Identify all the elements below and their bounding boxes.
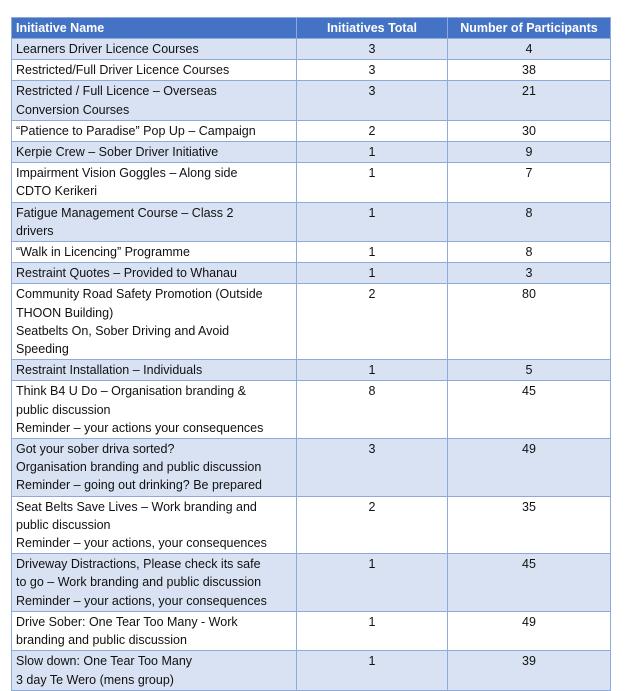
initiative-name-line: branding and public discussion — [16, 633, 187, 648]
participants-cell: 39 — [448, 651, 611, 690]
initiatives-total-cell: 3 — [297, 439, 448, 497]
initiative-name-cell — [12, 120, 297, 141]
participants-cell: 21 — [448, 81, 611, 120]
initiative-name-line: “Patience to Paradise” Pop Up – Campaign — [16, 123, 256, 138]
initiative-name-line: Impairment Vision Goggles – Along side — [16, 166, 238, 181]
table-row — [12, 263, 611, 284]
table-row — [12, 360, 611, 381]
participants-cell: 4 — [448, 39, 611, 60]
participants-cell: 9 — [448, 142, 611, 163]
initiative-name-cell — [12, 60, 297, 81]
participants-cell: 5 — [448, 360, 611, 381]
table-row — [12, 142, 611, 163]
initiatives-total-cell: 1 — [297, 242, 448, 263]
initiative-name-line: Think B4 U Do – Organisation branding & — [16, 384, 246, 399]
initiatives-total-cell: 2 — [297, 120, 448, 141]
initiative-name-cell — [12, 163, 297, 202]
participants-cell: 30 — [448, 120, 611, 141]
initiative-name-line: Restricted/Full Driver Licence Courses — [16, 63, 230, 78]
participants-cell: 45 — [448, 381, 611, 439]
initiative-name-line: Seat Belts Save Lives – Work branding and — [16, 499, 257, 514]
initiatives-total-cell: 1 — [297, 142, 448, 163]
initiative-name-cell — [12, 81, 297, 120]
initiatives-total-cell: 3 — [297, 39, 448, 60]
initiative-name-line: public discussion — [16, 402, 111, 417]
initiatives-total-cell: 8 — [297, 381, 448, 439]
table-row — [12, 651, 611, 690]
table-row — [12, 60, 611, 81]
header-initiative-name: Initiative Name — [12, 18, 297, 39]
header-initiatives-total: Initiatives Total — [297, 18, 448, 39]
initiative-name-line: 3 day Te Wero (mens group) — [16, 672, 174, 687]
initiative-name-line: “Walk in Licencing” Programme — [16, 245, 190, 260]
initiatives-table — [11, 17, 611, 691]
initiatives-total-cell: 1 — [297, 263, 448, 284]
initiatives-total-cell: 2 — [297, 496, 448, 554]
initiative-name-line: Seatbelts On, Sober Driving and Avoid — [16, 323, 230, 338]
table-row — [12, 39, 611, 60]
participants-cell: 80 — [448, 284, 611, 360]
participants-cell: 35 — [448, 496, 611, 554]
initiative-name-cell — [12, 611, 297, 650]
initiative-name-cell — [12, 360, 297, 381]
initiative-name-cell — [12, 242, 297, 263]
table-row — [12, 381, 611, 439]
initiatives-total-cell: 1 — [297, 651, 448, 690]
table-row — [12, 81, 611, 120]
initiative-name-cell — [12, 496, 297, 554]
participants-cell: 49 — [448, 439, 611, 497]
participants-cell: 8 — [448, 242, 611, 263]
initiative-name-cell — [12, 554, 297, 612]
initiative-name-line: Drive Sober: One Tear Too Many - Work — [16, 614, 238, 629]
initiative-name-line: Driveway Distractions, Please check its safe — [16, 557, 261, 572]
initiative-name-line: Restraint Installation – Individuals — [16, 363, 203, 378]
initiative-name-line: Reminder – your actions, your consequences — [16, 536, 267, 551]
table-row — [12, 611, 611, 650]
initiative-name-cell — [12, 284, 297, 360]
initiatives-total-cell: 1 — [297, 163, 448, 202]
table-row — [12, 242, 611, 263]
participants-cell: 8 — [448, 202, 611, 241]
initiative-name-cell — [12, 202, 297, 241]
initiative-name-line: Speeding — [16, 342, 69, 357]
initiative-name-cell — [12, 439, 297, 497]
table-row — [12, 284, 611, 360]
table-row — [12, 120, 611, 141]
table-row — [12, 439, 611, 497]
initiative-name-line: Slow down: One Tear Too Many — [16, 654, 193, 669]
participants-cell: 3 — [448, 263, 611, 284]
table-body — [12, 39, 611, 691]
initiative-name-line: Got your sober driva sorted? — [16, 442, 175, 457]
table-row — [12, 496, 611, 554]
initiatives-total-cell: 2 — [297, 284, 448, 360]
initiative-name-cell — [12, 142, 297, 163]
initiative-name-cell — [12, 651, 297, 690]
initiative-name-line: Reminder – going out drinking? Be prepared — [16, 478, 262, 493]
initiative-name-line: Reminder – your actions, your consequences — [16, 593, 267, 608]
participants-cell: 7 — [448, 163, 611, 202]
initiatives-total-cell: 3 — [297, 81, 448, 120]
table-row — [12, 554, 611, 612]
participants-cell: 49 — [448, 611, 611, 650]
header-number-of-participants: Number of Participants — [448, 18, 611, 39]
table-header-row — [12, 18, 611, 39]
initiative-name-line: Fatigue Management Course – Class 2 — [16, 205, 234, 220]
initiative-name-line: Restricted / Full Licence – Overseas — [16, 84, 217, 99]
participants-cell: 38 — [448, 60, 611, 81]
initiative-name-line: THOON Building) — [16, 305, 114, 320]
table-row — [12, 202, 611, 241]
initiatives-total-cell: 3 — [297, 60, 448, 81]
initiative-name-cell — [12, 39, 297, 60]
initiative-name-line: drivers — [16, 223, 54, 238]
initiatives-total-cell: 1 — [297, 554, 448, 612]
initiatives-total-cell: 1 — [297, 611, 448, 650]
initiative-name-line: Learners Driver Licence Courses — [16, 42, 199, 56]
initiatives-table-container — [11, 17, 611, 691]
initiative-name-line: public discussion — [16, 517, 111, 532]
participants-cell: 45 — [448, 554, 611, 612]
initiative-name-line: to go – Work branding and public discussion — [16, 575, 262, 590]
initiative-name-line: CDTO Kerikeri — [16, 184, 98, 199]
initiative-name-cell — [12, 381, 297, 439]
initiative-name-line: Conversion Courses — [16, 102, 130, 117]
initiatives-total-cell: 1 — [297, 202, 448, 241]
initiative-name-line: Reminder – your actions your consequences — [16, 420, 264, 435]
initiative-name-line: Kerpie Crew – Sober Driver Initiative — [16, 145, 219, 160]
initiative-name-line: Community Road Safety Promotion (Outside — [16, 287, 263, 302]
initiative-name-line: Organisation branding and public discussion — [16, 460, 262, 475]
initiative-name-cell — [12, 263, 297, 284]
initiatives-total-cell: 1 — [297, 360, 448, 381]
table-row — [12, 163, 611, 202]
initiative-name-line: Restraint Quotes – Provided to Whanau — [16, 266, 237, 281]
